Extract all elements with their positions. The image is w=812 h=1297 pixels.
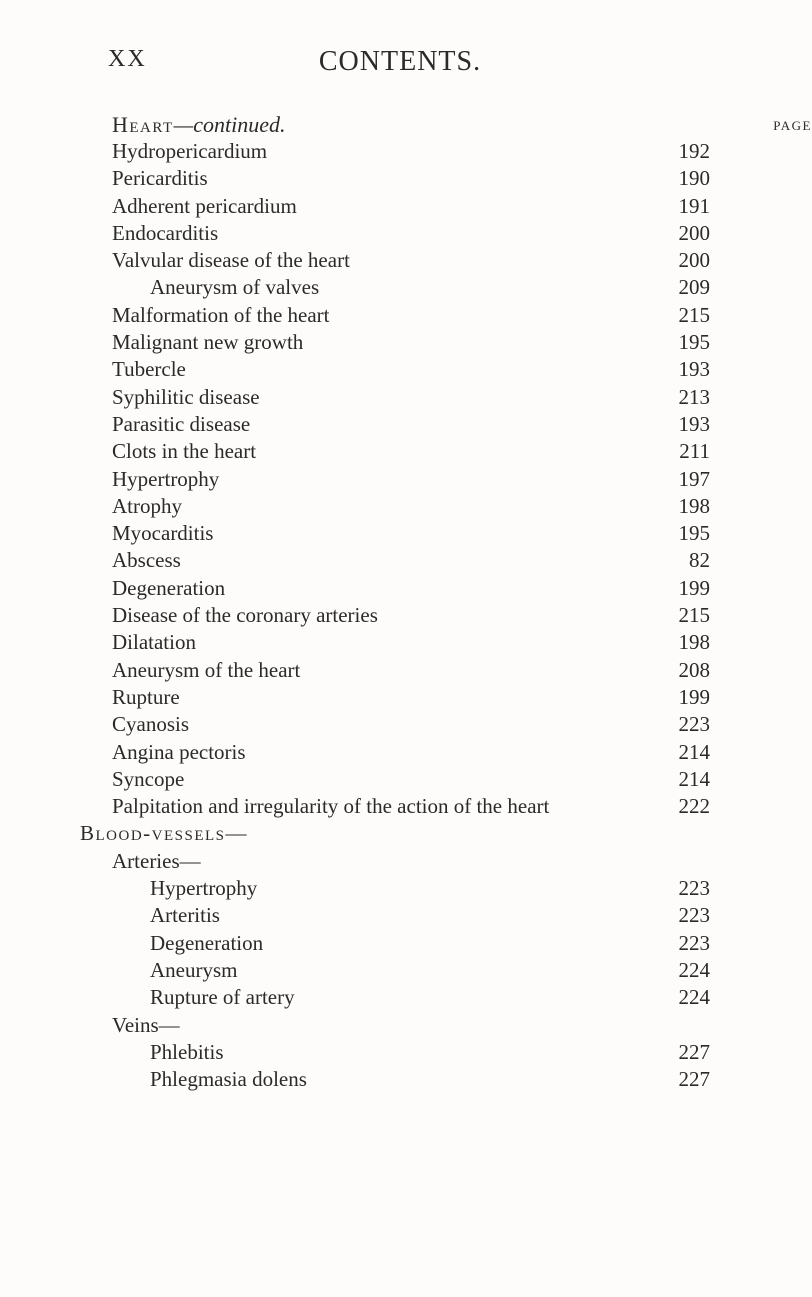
entry-label: Dilatation [112,630,196,655]
entry-page: 208 [678,657,710,682]
entry-page: 223 [678,903,710,928]
contents-list [0,138,800,1093]
toc-entry [0,930,800,957]
entry-page: 211 [679,439,710,464]
entry-label: Aneurysm [150,957,238,982]
toc-entry [0,220,800,247]
toc-entry [0,247,800,274]
entry-page: 227 [678,1039,710,1064]
entry-label: Atrophy [112,493,182,518]
entry-page: 200 [678,220,710,245]
section-heading [112,112,285,138]
entry-page: 223 [678,712,710,737]
toc-entry [0,138,800,165]
toc-entry [0,657,800,684]
entry-label: Degeneration [150,930,264,955]
toc-entry [0,547,800,574]
entry-page: 193 [678,411,710,436]
toc-entry [0,984,800,1011]
entry-page: 199 [678,684,710,709]
toc-entry [0,1066,800,1093]
entry-page: 198 [678,493,710,518]
toc-entry [0,766,800,793]
entry-label: Disease of the coronary arteries [112,603,378,628]
entry-label: Hydropericardium [112,139,268,163]
entry-label: Endocarditis [112,220,219,245]
entry-label: Syphilitic disease [112,384,260,409]
section-continued: —continued. [173,112,286,137]
section-title: Heart [112,112,174,137]
toc-entry [0,575,800,602]
toc-entry [0,384,800,411]
entry-page: 191 [678,193,710,218]
entry-label: Palpitation and irregularity of the action of the heart [112,794,550,819]
entry-page: 200 [678,248,710,273]
entry-label: Abscess [112,548,181,573]
toc-entry [0,602,800,629]
group-title: Arteries— [112,848,201,873]
entry-page: 222 [678,794,710,819]
running-head [0,46,800,86]
toc-entry [0,902,800,929]
entry-label: Phlegmasia dolens [150,1067,307,1092]
toc-entry [0,329,800,356]
toc-entry [0,520,800,547]
entry-label: Parasitic disease [112,411,251,436]
toc-group-heading [0,848,800,875]
toc-entry [0,274,800,301]
toc-entry [0,711,800,738]
entry-label: Malignant new growth [112,330,304,355]
group-title: Veins— [112,1012,180,1037]
entry-page: 223 [678,930,710,955]
entry-page: 82 [689,548,710,573]
entry-label: Valvular disease of the heart [112,248,350,273]
toc-entry [0,493,800,520]
toc-entry [0,739,800,766]
page-number: XX [108,46,147,72]
entry-label: Angina pectoris [112,739,246,764]
toc-entry [0,356,800,383]
entry-page: 190 [678,166,710,191]
toc-entry [0,411,800,438]
entry-page: 209 [678,275,710,300]
entry-page: 195 [678,521,710,546]
page-column-label: PAGE [773,118,812,133]
entry-page: 214 [678,766,710,791]
entry-page: 193 [678,357,710,382]
entry-label: Clots in the heart [112,439,257,464]
entry-page: 192 [678,139,710,163]
entry-page: 199 [678,575,710,600]
entry-label: Malformation of the heart [112,302,330,327]
entry-label: Rupture [112,684,180,709]
entry-label: Syncope [112,766,185,791]
entry-page: 224 [678,985,710,1010]
entry-page: 215 [678,302,710,327]
entry-page: 223 [678,876,710,901]
entry-label: Myocarditis [112,521,214,546]
entry-page: 197 [678,466,710,491]
entry-label: Pericarditis [112,166,208,191]
entry-label: Hypertrophy [112,466,220,491]
toc-entry [0,1039,800,1066]
page-title: CONTENTS. [318,46,482,77]
entry-page: 215 [678,603,710,628]
entry-label: Phlebitis [150,1039,224,1064]
entry-label: Aneurysm of valves [150,275,320,300]
toc-entry [0,466,800,493]
toc-entry [0,629,800,656]
entry-page: 195 [678,330,710,355]
entry-label: Adherent pericardium [112,193,297,218]
entry-label: Hypertrophy [150,876,258,901]
entry-page: 227 [678,1067,710,1092]
toc-subsection-heading [0,820,800,847]
entry-label: Rupture of artery [150,985,295,1010]
entry-label: Cyanosis [112,712,190,737]
entry-page: 198 [678,630,710,655]
toc-entry [0,957,800,984]
toc-entry [0,165,800,192]
entry-label: Degeneration [112,575,226,600]
toc-entry [0,438,800,465]
entry-label: Arteritis [150,903,220,928]
toc-entry [0,875,800,902]
toc-entry [0,793,800,820]
toc-entry [0,302,800,329]
entry-label: Tubercle [112,357,186,382]
entry-page: 213 [678,384,710,409]
entry-page: 214 [678,739,710,764]
toc-group-heading [0,1012,800,1039]
toc-entry [0,684,800,711]
entry-page: 224 [678,957,710,982]
subsection-title: Blood-vessels— [80,821,249,846]
toc-entry [0,193,800,220]
entry-label: Aneurysm of the heart [112,657,301,682]
